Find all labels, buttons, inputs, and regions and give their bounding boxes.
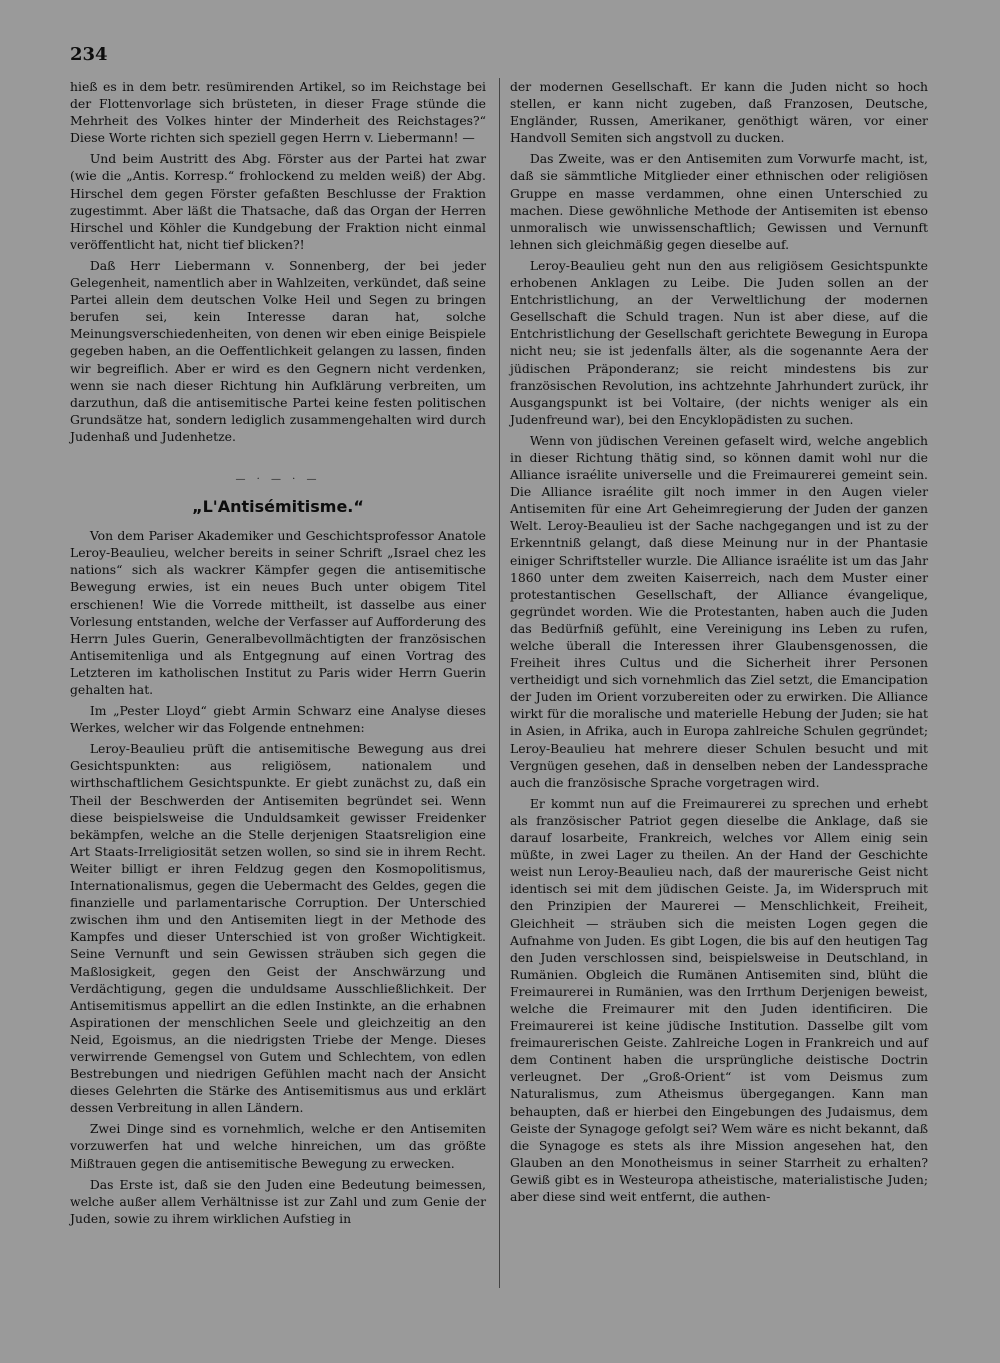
paragraph: Von dem Pariser Akademiker und Geschichtsprofessor Anatole Leroy-Beaulieu, welcher bereits in seiner Schrift „Israel chez les nations“ sich als wackrer Kämpfer gegen die antisemitische Bewegung erwies, ist ein neues Buch unter obigem Titel erschienen! Wie die Vorrede mittheilt, ist dasselbe aus einer Vorlesung entstanden, welche der Verfasser auf Aufforderung des Herrn Jules Guerin, Generalbevollmächtigten der französischen Antisemitenliga und als Entgegnung auf einen Vortrag des Letzteren im katholischen Institut zu Paris wider Herrn Guerin gehalten hat.	[70, 528, 486, 697]
column-rule	[499, 78, 500, 1288]
paragraph: Das Zweite, was er den Antisemiten zum Vorwurfe macht, ist, daß sie sämmtliche Mitglieder einer ethnischen oder religiösen Gruppe en masse verdammen, ohne einen Unterschied zu machen. Diese gewöhnliche Methode der Antisemiten ist ebenso unmoralisch wie unwissenschaftlich; Gewissen und Vernunft lehnen sich gleichmäßig gegen dieselbe auf.	[510, 151, 928, 252]
paragraph: Und beim Austritt des Abg. Förster aus der Partei hat zwar (wie die „Antis. Korresp.“ frohlockend zu melden weiß) der Abg. Hirschel dem gegen Förster gefaßten Beschlusse der Fraktion zugestimmt. Aber läßt die Thatsache, daß das Organ der Herren Hirschel und Köhler die Kundgebung der Fraktion nicht einmal veröffentlicht hat, nicht tief blicken?!	[70, 151, 486, 252]
paragraph: Leroy-Beaulieu geht nun den aus religiösem Gesichtspunkte erhobenen Anklagen zu Leibe. Die Juden sollen an der Entchristlichung, an der Verweltlichung der modernen Gesellschaft die Schuld tragen. Nun ist aber diese, auf die Entchristlichung der Gesellschaft gerichtete Bewegung in Europa nicht neu; sie ist jedenfalls älter, als die sogenannte Aera der jüdischen Präponderanz; sie reicht mindestens bis zur französischen Revolution, ins achtzehnte Jahrhundert zurück, ihr Ausgangspunkt ist bei Voltaire, (der nichts weniger als ein Judenfreund war), bei den Encyklopädisten zu suchen.	[510, 257, 928, 427]
paragraph: Wenn von jüdischen Vereinen gefaselt wird, welche angeblich in dieser Richtung thätig sind, so können damit wohl nur die Alliance israélite universelle und die Freimaurerei gemeint sein. Die Alliance israélite gilt noch immer in den Augen vieler Antisemiten für eine Art Geheimregierung der Juden der ganzen Welt. Leroy-Beaulieu ist der Sache nachgegangen und ist zu der Erkenntniß gelangt, daß diese Meinung nur in der Phantasie einiger Schriftsteller wurzle. Die Alliance israélite ist um das Jahr 1860 unter dem zweiten Kaiserreich, nach dem Muster einer protestantischen Gesellschaft, der Alliance évangelique, gegründet worden. Wie die Protestanten, haben auch die Juden das Bedürfniß gefühlt, eine Vereinigung ins Leben zu rufen, welche überall die Interessen ihrer Glaubensgenossen, die Freiheit ihres Cultus und die Sicherheit ihrer Personen vertheidigt und sich vornehmlich das Ziel setzt, die Emancipation der Juden im Orient vorzubereiten oder zu erwirken. Die Alliance wirkt für die moralische und materielle Hebung der Juden; sie hat in Asien, in Afrika, auch in Europa zahlreiche Schulen gegründet; Leroy-Beaulieu hat mehrere dieser Schulen besucht und mit Vergnügen gesehen, daß in denselben neben der Landessprache auch die französische Sprache vorgetragen wird.	[510, 432, 928, 790]
paragraph: Das Erste ist, daß sie den Juden eine Bedeutung beimessen, welche außer allem Verhältnisse ist zur Zahl und zum Genie der Juden, sowie zu ihrem wirklichen Aufstieg in	[70, 1176, 486, 1226]
right-column	[510, 78, 928, 1209]
section-title: „L'Antisémitisme.“	[192, 497, 364, 517]
section-divider: — · — · —	[235, 473, 321, 485]
paragraph: Zwei Dinge sind es vornehmlich, welche er den Antisemiten vorzuwerfen hat und welche hinreichen, um das größte Mißtrauen gegen die antisemitische Bewegung zu erwecken.	[70, 1121, 486, 1171]
paragraph: Im „Pester Lloyd“ giebt Armin Schwarz eine Analyse dieses Werkes, welcher wir das Folgende entnehmen:	[70, 703, 486, 736]
page-number: 234	[70, 44, 108, 65]
paragraph: Leroy-Beaulieu prüft die antisemitische Bewegung aus drei Gesichtspunkten: aus religiösem, nationalem und wirthschaftlichem Gesichtspunkte. Er giebt zunächst zu, daß ein Theil der Beschwerden der Antisemiten begründet sei. Wenn diese beispielsweise die Unduldsamkeit gewisser Freidenker bekämpfen, welche an die Stelle derjenigen Staatsreligion eine Art Staats-Irreligiosität setzen wollen, so sind sie in ihrem Recht. Weiter billigt er ihren Feldzug gegen den Kosmopolitismus, Internationalismus, gegen die Uebermacht des Geldes, gegen die finanzielle und parlamentarische Corruption. Der Unterschied zwischen ihm und den Antisemiten liegt in der Methode des Kampfes und dieser Unterschied ist von großer Wichtigkeit. Seine Vernunft und sein Gewissen sträuben sich gegen die Maßlosigkeit, gegen den Geist der Anschwärzung und Verdächtigung, gegen die unduldsame Ausschließlichkeit. Der Antisemitismus appellirt an die edlen Instinkte, an die erhabnen Aspirationen der menschlichen Seele und gleichzeitig an den Neid, Egoismus, an die niedrigsten Triebe der Menge. Dieses verwirrende Gemengsel von Gutem und Schlechtem, von edlen Bestrebungen und niedrigen Gefühlen macht nach der Ansicht dieses Gelehrten die Stärke des Antisemitismus aus und erklärt dessen Verbreitung in allen Ländern.	[70, 741, 486, 1116]
paragraph: der modernen Gesellschaft. Er kann die Juden nicht so hoch stellen, er kann nicht zugeben, daß Franzosen, Deutsche, Engländer, Russen, Amerikaner, genöthigt wären, vor einer Handvoll Semiten sich angstvoll zu ducken.	[510, 79, 928, 146]
paragraph: Er kommt nun auf die Freimaurerei zu sprechen und erhebt als französischer Patriot gegen dieselbe die Anklage, daß sie darauf losarbeite, Frankreich, welches vor Allem einig sein müßte, in zwei Lager zu theilen. An der Hand der Geschichte weist nun Leroy-Beaulieu nach, daß der maurerische Geist nicht identisch sei mit dem jüdischen Geiste. Ja, im Widerspruch mit den Prinzipien der Maurerei — Menschlichkeit, Freiheit, Gleichheit — sträuben sich die meisten Logen gegen die Aufnahme von Juden. Es gibt Logen, die bis auf den heutigen Tag den Juden verschlossen sind, beispielsweise in Deutschland, in Rumänien. Obgleich die Rumänen Antisemiten sind, blüht die Freimaurerei in Rumänien, was den Irrthum Derjenigen beweist, welche die Freimaurer mit den Juden identificiren. Die Freimaurerei ist keine jüdische Institution. Dasselbe gilt vom freimaurerischen Geiste. Zahlreiche Logen in Frankreich und auf dem Continent haben die ursprüngliche deistische Doctrin verleugnet. Der „Groß-Orient“ ist vom Deismus zum Naturalismus, zum Atheismus übergegangen. Kann man behaupten, daß er hierbei den Eingebungen des Judaismus, dem Geiste der Synagoge gefolgt sei? Wem wäre es nicht bekannt, daß die Synagoge es stets als ihre Mission angesehen hat, den Glauben an den Monotheismus in seiner Starrheit zu erhalten? Gewiß gibt es in Westeuropa atheistische, materialistische Juden; aber diese sind weit entfernt, die authen-	[510, 795, 928, 1204]
paragraph: Daß Herr Liebermann v. Sonnenberg, der bei jeder Gelegenheit, namentlich aber in Wahlzeiten, verkündet, daß seine Partei allein dem deutschen Volke Heil und Segen zu bringen berufen sei, kein Interesse daran hat, solche Meinungsverschiedenheiten, von denen wir eben einige Beispiele gegeben haben, an die Oeffentlichkeit gelangen zu lassen, finden wir begreiflich. Aber er wird es den Gegnern nicht verdenken, wenn sie nach dieser Richtung hin Aufklärung verbreiten, um darzuthun, daß die antisemitische Partei keine festen politischen Grundsätze hat, sondern lediglich zusammengehalten wird durch Judenhaß und Judenhetze.	[70, 257, 486, 444]
left-column	[70, 78, 486, 1231]
paragraph: hieß es in dem betr. resümirenden Artikel, so im Reichstage bei der Flottenvorlage sich brüsteten, in dieser Frage stünde die Mehrheit des Volkes hinter der Minderheit des Reichstages?“ Diese Worte richten sich speziell gegen Herrn v. Liebermann! —	[70, 79, 486, 146]
